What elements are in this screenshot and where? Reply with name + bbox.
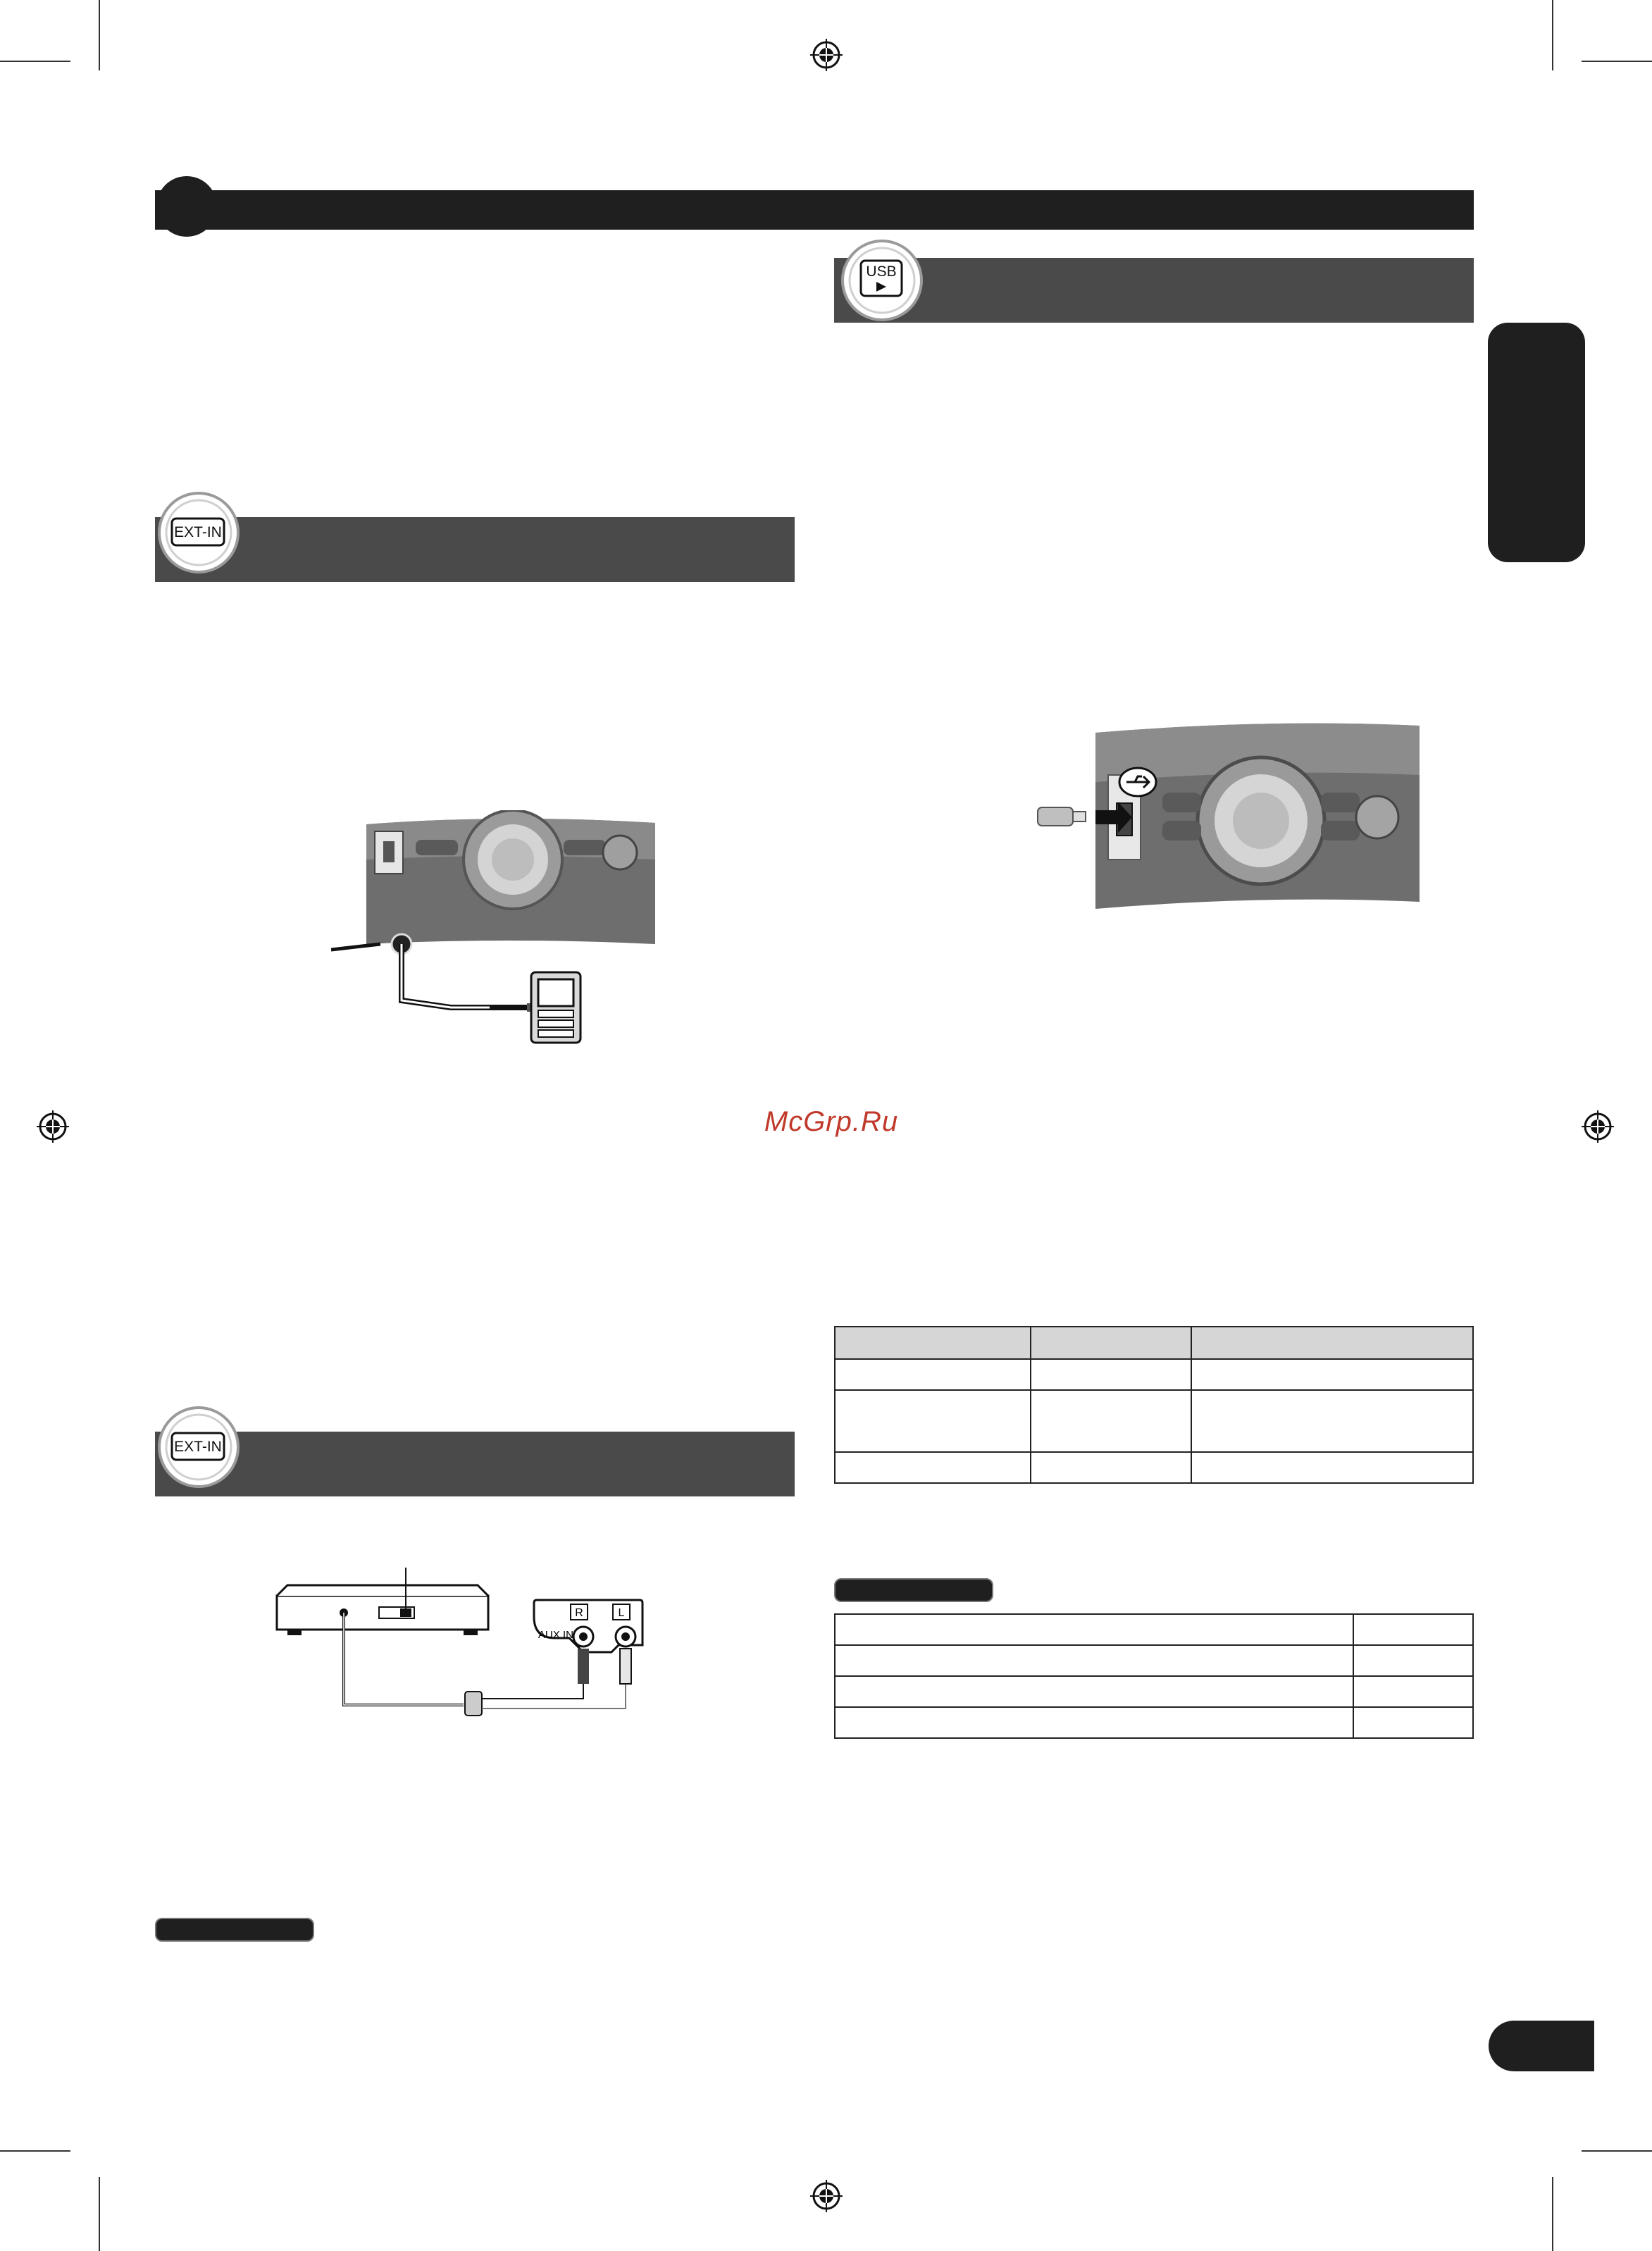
table-cell — [835, 1390, 1031, 1452]
table-cell — [835, 1327, 1031, 1359]
ext-in-section-bar-1 — [155, 517, 795, 582]
table-row — [835, 1645, 1473, 1676]
page-number-tab — [1489, 2021, 1594, 2071]
table-cell — [1353, 1707, 1473, 1738]
table-cell — [1353, 1676, 1473, 1707]
table-cell — [1353, 1645, 1473, 1676]
language-tab — [1488, 323, 1585, 562]
table-row — [835, 1452, 1473, 1483]
note-label-pill — [155, 1918, 314, 1942]
front-panel-usb-illustration — [1032, 719, 1427, 923]
registration-mark-icon — [1582, 1110, 1614, 1143]
table-cell — [1031, 1390, 1191, 1452]
ext-in-badge-1 — [156, 490, 241, 575]
registration-mark-icon — [37, 1110, 69, 1143]
table-cell — [835, 1707, 1353, 1738]
aux-right-label: R — [575, 1607, 583, 1619]
usb-section-bar — [834, 258, 1474, 323]
table-cell — [835, 1645, 1353, 1676]
aux-in-label: AUX IN — [538, 1629, 574, 1641]
table-row — [835, 1676, 1473, 1707]
table-row — [835, 1390, 1473, 1452]
portable-player-icon — [531, 972, 580, 1043]
usb-drive-icon — [1038, 807, 1086, 826]
ext-in-section-bar-2 — [155, 1432, 795, 1496]
watermark: McGrp.Ru — [764, 1106, 899, 1137]
registration-mark-icon — [810, 39, 843, 71]
table-row — [835, 1359, 1473, 1390]
main-heading-bar — [155, 190, 1474, 230]
aux-left-label: L — [618, 1607, 625, 1619]
registration-mark-icon — [810, 2180, 843, 2212]
table-row — [835, 1614, 1473, 1645]
usb-badge — [840, 238, 924, 323]
ext-in-badge-label-2: EXT-IN — [174, 1439, 222, 1455]
table-cell — [1031, 1452, 1191, 1483]
note-table — [834, 1613, 1474, 1739]
ext-in-badge-2 — [156, 1405, 241, 1489]
table-cell — [835, 1614, 1353, 1645]
table-cell — [1031, 1359, 1191, 1390]
spec-table — [834, 1326, 1474, 1484]
table-cell — [835, 1452, 1031, 1483]
table-cell — [835, 1676, 1353, 1707]
ext-in-badge-label-1: EXT-IN — [174, 524, 222, 540]
table-cell — [835, 1359, 1031, 1390]
usb-symbol-icon — [1119, 768, 1156, 796]
usb-badge-label: USB — [866, 263, 897, 280]
table-cell — [1031, 1327, 1191, 1359]
main-heading-circle — [156, 176, 217, 237]
front-panel-headphone-illustration — [331, 810, 669, 1050]
table-row — [835, 1707, 1473, 1738]
table-cell — [1353, 1614, 1473, 1645]
table-cell — [1191, 1327, 1473, 1359]
aux-in-connection-diagram — [273, 1568, 682, 1730]
table-cell — [1191, 1390, 1473, 1452]
table-cell — [1191, 1452, 1473, 1483]
note-label-pill — [834, 1578, 993, 1602]
table-cell — [1191, 1359, 1473, 1390]
table-row — [835, 1327, 1473, 1359]
